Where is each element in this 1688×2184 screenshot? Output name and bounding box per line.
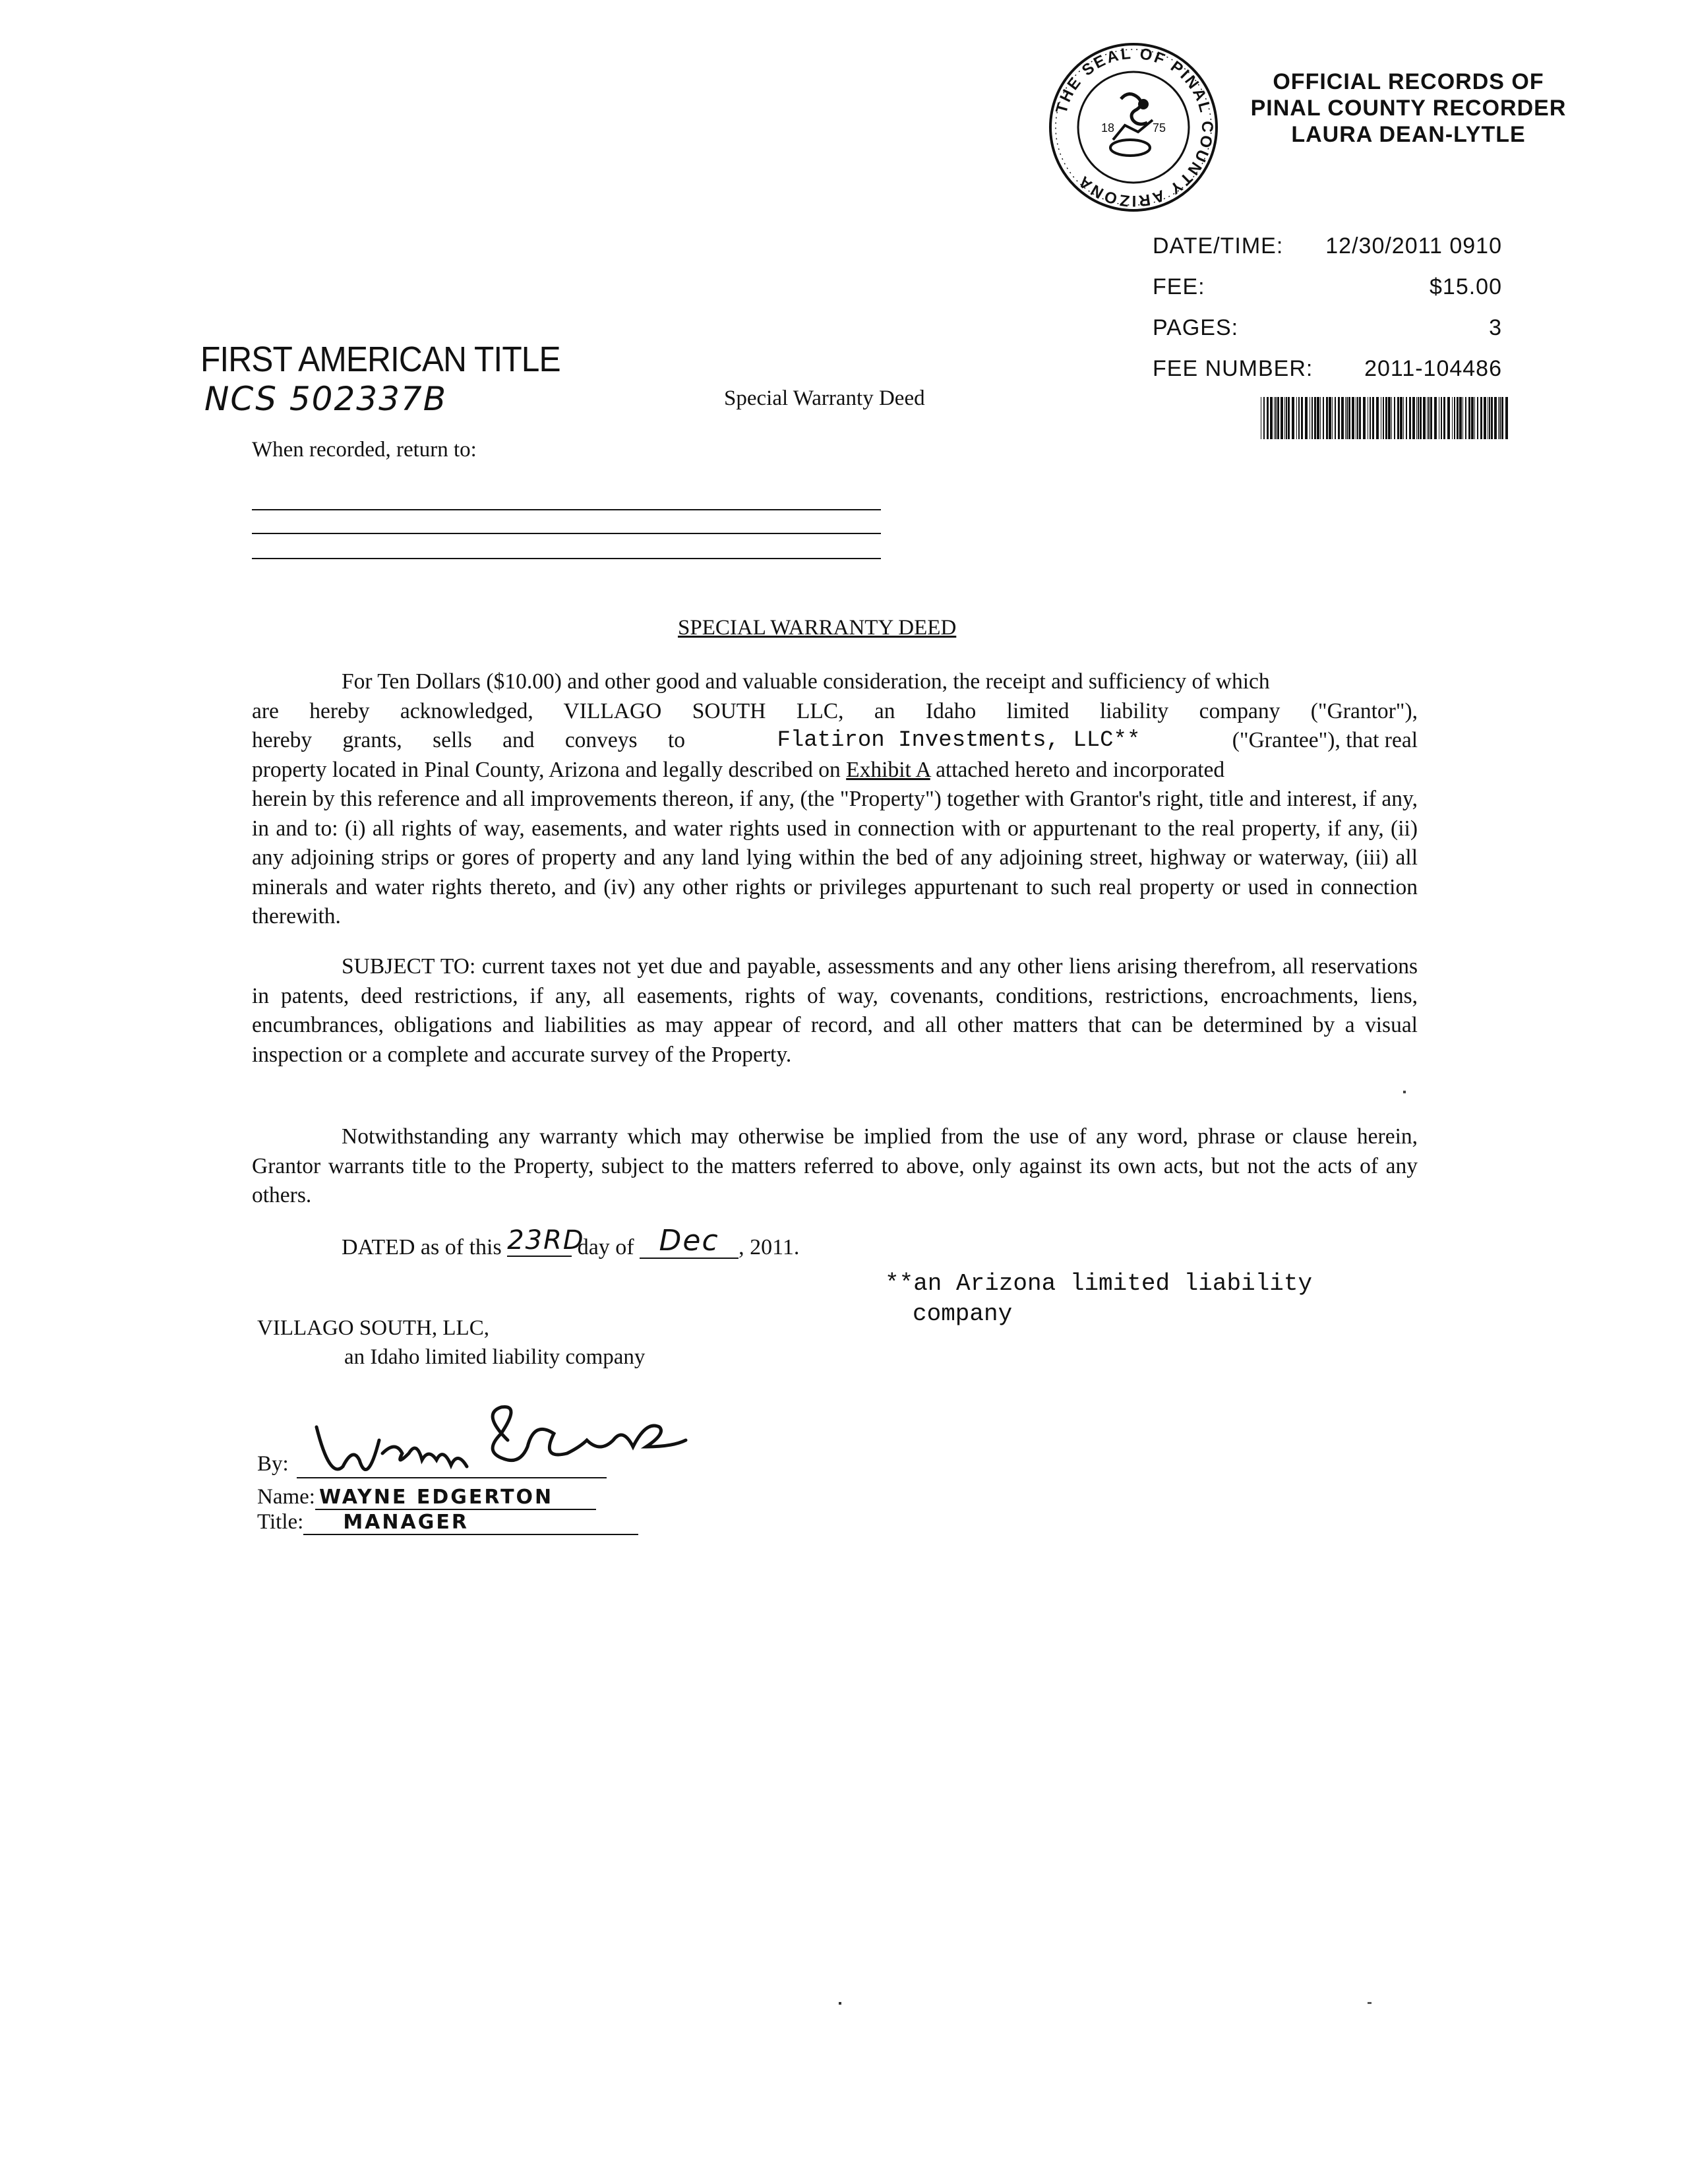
recording-row-fee xyxy=(1153,274,1502,301)
barcode-bar xyxy=(1416,397,1417,439)
title-row xyxy=(257,1510,638,1535)
barcode-bar xyxy=(1275,397,1277,439)
fee-number-value: 2011-104486 xyxy=(1364,356,1502,381)
dated-month: Dec xyxy=(640,1224,738,1259)
barcode-bar xyxy=(1284,397,1285,439)
recording-info xyxy=(1153,233,1502,392)
barcode-bar xyxy=(1357,397,1358,439)
signature-entity: VILLAGO SOUTH, LLC, xyxy=(257,1316,489,1340)
name-row xyxy=(257,1485,596,1510)
document-type-label: Special Warranty Deed xyxy=(724,386,925,410)
barcode xyxy=(1261,397,1511,439)
scan-speck xyxy=(1368,2002,1372,2004)
barcode-bar xyxy=(1420,397,1422,439)
barcode-bar xyxy=(1457,397,1459,439)
barcode-bar xyxy=(1301,397,1303,439)
return-address-line-2 xyxy=(252,533,881,534)
barcode-bar xyxy=(1430,397,1432,439)
pages-value: 3 xyxy=(1489,315,1502,340)
deed-heading: SPECIAL WARRANTY DEED xyxy=(678,616,957,640)
barcode-bar xyxy=(1274,397,1275,439)
barcode-bar xyxy=(1443,397,1445,439)
p1-line-3-end: ("Grantee"), that real xyxy=(1232,728,1418,752)
barcode-bar xyxy=(1447,397,1450,439)
barcode-bar xyxy=(1423,397,1426,439)
barcode-bar xyxy=(1505,397,1508,439)
by-label: By: xyxy=(257,1452,289,1476)
barcode-bar xyxy=(1480,397,1482,439)
barcode-bar xyxy=(1329,397,1331,439)
grantee-note-line-1: **an Arizona limited liability xyxy=(885,1270,1313,1297)
return-address-line-3 xyxy=(252,558,881,559)
barcode-bar xyxy=(1462,397,1463,439)
barcode-bar xyxy=(1394,397,1395,439)
barcode-bar xyxy=(1441,397,1442,439)
title-value: MANAGER xyxy=(303,1511,638,1535)
dated-day: 23RD xyxy=(507,1225,585,1256)
barcode-bar xyxy=(1501,397,1503,439)
barcode-bar xyxy=(1352,397,1354,439)
barcode-bar xyxy=(1452,397,1453,439)
dated-prefix: DATED as of this xyxy=(342,1235,502,1259)
barcode-bar xyxy=(1383,397,1384,439)
barcode-bar xyxy=(1323,397,1324,439)
barcode-bar xyxy=(1459,397,1462,439)
barcode-bar xyxy=(1409,397,1411,439)
grantee-name: Flatiron Investments, LLC** xyxy=(777,728,1141,753)
fee-value: $15.00 xyxy=(1430,274,1502,299)
handwritten-order-number: NCS 502337B xyxy=(204,380,448,418)
barcode-bar xyxy=(1270,397,1273,439)
p1-line-4-start: property located in Pinal County, Arizona and legally described on xyxy=(252,757,841,782)
barcode-bar xyxy=(1376,397,1379,439)
deed-paragraph-1 xyxy=(252,667,1418,932)
barcode-bar xyxy=(1388,397,1391,439)
barcode-bar xyxy=(1418,397,1419,439)
p1-line-2: are hereby acknowledged, VILLAGO SOUTH LLC, an Idaho limited liability company ("Grantor"), xyxy=(252,698,1418,723)
barcode-bar xyxy=(1305,397,1308,439)
barcode-bar xyxy=(1465,397,1466,439)
dated-line xyxy=(342,1224,800,1263)
handwritten-signature xyxy=(310,1401,732,1493)
barcode-bar xyxy=(1372,397,1374,439)
barcode-bar xyxy=(1292,397,1294,439)
barcode-bar xyxy=(1320,397,1321,439)
deed-paragraph-3: Notwithstanding any warranty which may otherwise be implied from the use of any word, phrase or clause herein, Grantor warrants title to the Property, subject to the matters referred to above, only against its own acts, but not the acts of any others. xyxy=(252,1124,1418,1207)
barcode-bar xyxy=(1474,397,1475,439)
barcode-bar xyxy=(1298,397,1300,439)
barcode-graphic xyxy=(1261,397,1511,439)
barcode-bar xyxy=(1397,397,1399,439)
barcode-bar xyxy=(1468,397,1470,439)
p1-line-1: For Ten Dollars ($10.00) and other good and valuable consideration, the receipt and sufficiency of which xyxy=(342,669,1270,694)
return-to-label: When recorded, return to: xyxy=(252,438,477,462)
barcode-bar xyxy=(1363,397,1366,439)
barcode-bar xyxy=(1277,397,1279,439)
recorder-line-3: LAURA DEAN-LYTLE xyxy=(1291,122,1526,147)
seal-emblem-icon xyxy=(1110,94,1153,156)
scan-speck xyxy=(839,2002,841,2005)
barcode-bar xyxy=(1314,397,1316,439)
barcode-bar xyxy=(1484,397,1486,439)
svg-text:THE SEAL OF PINAL COUNTY ARIZO xyxy=(1052,45,1216,210)
name-value: WAYNE EDGERTON xyxy=(315,1486,596,1510)
recorder-line-1: OFFICIAL RECORDS OF xyxy=(1273,69,1544,94)
barcode-bar xyxy=(1370,397,1371,439)
barcode-bar xyxy=(1335,397,1336,439)
barcode-bar xyxy=(1427,397,1428,439)
barcode-bar xyxy=(1288,397,1290,439)
p1-line-4 xyxy=(252,756,1418,785)
barcode-bar xyxy=(1348,397,1350,439)
recording-row-datetime xyxy=(1153,233,1502,260)
p1-line-3 xyxy=(252,726,1418,756)
barcode-bar xyxy=(1391,397,1392,439)
barcode-bar xyxy=(1345,397,1346,439)
dated-mid: day of xyxy=(577,1235,634,1259)
barcode-bar xyxy=(1286,397,1287,439)
barcode-bar xyxy=(1267,397,1269,439)
barcode-bar xyxy=(1346,397,1348,439)
p1-line-3-start: hereby grants, sells and conveys to xyxy=(252,728,686,752)
fee-number-label: FEE NUMBER: xyxy=(1153,356,1313,381)
recording-row-fee-number xyxy=(1153,356,1502,382)
title-company: FIRST AMERICAN TITLE xyxy=(200,340,560,379)
pages-label: PAGES: xyxy=(1153,315,1239,340)
barcode-bar xyxy=(1403,397,1404,439)
grantee-note-line-2: company xyxy=(913,1300,1013,1327)
barcode-bar xyxy=(1406,397,1407,439)
scan-speck xyxy=(1403,1091,1406,1093)
barcode-bar xyxy=(1489,397,1490,439)
barcode-bar xyxy=(1326,397,1328,439)
barcode-bar xyxy=(1332,397,1333,439)
barcode-bar xyxy=(1477,397,1478,439)
barcode-bar xyxy=(1499,397,1501,439)
dated-year: , 2011. xyxy=(738,1235,800,1259)
barcode-bar xyxy=(1498,397,1499,439)
county-seal xyxy=(1047,41,1220,214)
barcode-bar xyxy=(1412,397,1415,439)
barcode-bar xyxy=(1385,397,1387,439)
deed-paragraph-2: SUBJECT TO: current taxes not yet due and payable, assessments and any other liens arising therefrom, all reservations in patents, deed restrictions, if any, all easements, rights of way, covenants, conditions, restrictions, encroachments, liens, encumbrances, obligations and liabilities as may appear of record, and all other matters that can be determined by a visual inspection or a complete and accurate survey of the Property. xyxy=(252,954,1418,1067)
barcode-bar xyxy=(1428,397,1430,439)
return-address-line-1 xyxy=(252,509,881,510)
barcode-bar xyxy=(1338,397,1340,439)
barcode-bar xyxy=(1263,397,1265,439)
signature-graphic xyxy=(310,1401,732,1493)
title-label: Title: xyxy=(257,1510,304,1534)
recording-row-pages xyxy=(1153,315,1502,342)
datetime-value: 12/30/2011 0910 xyxy=(1325,233,1502,258)
p1-line-4-end: attached hereto and incorporated xyxy=(936,757,1225,782)
p1-rest: herein by this reference and all improvements thereon, if any, (the "Property") together with Grantor's right, title and interest, if any, in and to: (i) all rights of way, easements, and water rights used in connection with or appurtenant to the real property, if any, (ii) any adjoining strips or gores of property and any land lying within the bed of any adjoining street, highway or waterway, (iii) all minerals and water rights thereto, and (iv) any other rights or privileges appurtenant to such real property or used in connection therewith. xyxy=(252,787,1418,928)
grantee-note xyxy=(885,1269,1312,1329)
seal-year-right: 75 xyxy=(1153,121,1166,135)
name-label: Name: xyxy=(257,1485,315,1509)
fee-label: FEE: xyxy=(1153,274,1205,299)
barcode-bar xyxy=(1491,397,1493,439)
recorder-header xyxy=(1224,69,1593,148)
barcode-bar xyxy=(1317,397,1319,439)
barcode-bar xyxy=(1296,397,1297,439)
seal-ring-text: THE SEAL OF PINAL COUNTY ARIZONA xyxy=(1052,44,1217,210)
datetime-label: DATE/TIME: xyxy=(1153,233,1284,258)
barcode-bar xyxy=(1434,397,1437,439)
barcode-bar xyxy=(1494,397,1497,439)
barcode-bar xyxy=(1341,397,1344,439)
seal-year-left: 18 xyxy=(1101,121,1115,135)
barcode-bar xyxy=(1471,397,1474,439)
seal-graphic xyxy=(1047,41,1220,214)
signature-entity-desc: an Idaho limited liability company xyxy=(344,1345,646,1369)
barcode-bar xyxy=(1359,397,1361,439)
exhibit-a-ref: Exhibit A xyxy=(846,757,930,782)
barcode-bar xyxy=(1400,397,1402,439)
barcode-bar xyxy=(1281,397,1283,439)
barcode-bar xyxy=(1311,397,1313,439)
recorder-line-2: PINAL COUNTY RECORDER xyxy=(1250,96,1567,121)
barcode-bar xyxy=(1454,397,1455,439)
